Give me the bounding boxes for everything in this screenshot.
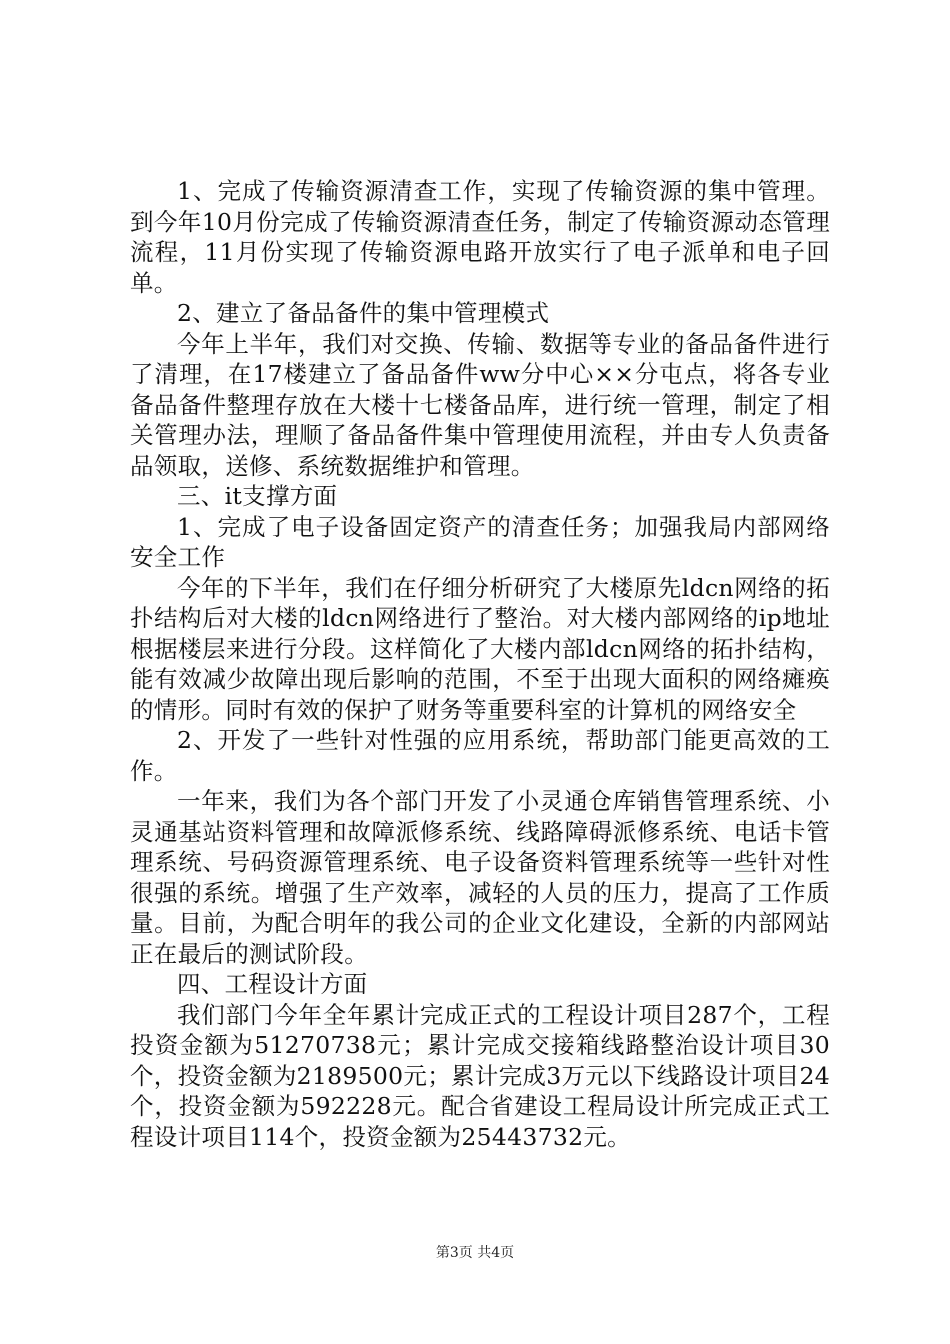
paragraph-spare-parts-heading: 2、建立了备品备件的集中管理模式 bbox=[177, 299, 550, 327]
paragraph-network-security-body: 今年的下半年，我们在仔细分析研究了大楼原先ldcn网络的拓扑结构后对大楼的ldcn网络进行了整治。对大楼内部网络的ip地址根据楼层来进行分段。这样简化了大楼内部ldcn网络的拓扑结构，能有效减少故障出现后影响的范围，不至于出现大面积的网络瘫痪的情形。同时有效的保护了财务等重要科室的计算机的网络安全 bbox=[130, 573, 830, 724]
paragraph-network-security-heading: 1、完成了电子设备固定资产的清查任务；加强我局内部网络安全工作 bbox=[130, 512, 830, 571]
paragraph-applications-heading: 2、开发了一些针对性强的应用系统，帮助部门能更高效的工作。 bbox=[130, 726, 830, 785]
paragraph-engineering-design-body: 我们部门今年全年累计完成正式的工程设计项目287个，工程投资金额为51270738元；累计完成交接箱线路整治设计项目30个，投资金额为2189500元；累计完成3万元以下线路设计项目24个，投资金额为592228元。配合省建设工程局设计所完成正式工程设计项目114个，投资金额为25443732元。 bbox=[130, 1000, 830, 1151]
section-heading-it-support: 三、it支撑方面 bbox=[177, 482, 338, 510]
document-body bbox=[130, 176, 830, 1152]
page-footer: 第3页 共4页 bbox=[435, 1245, 515, 1261]
section-heading-engineering-design: 四、工程设计方面 bbox=[177, 970, 368, 998]
paragraph-transmission-resources: 1、完成了传输资源清查工作，实现了传输资源的集中管理。到今年10月份完成了传输资源清查任务，制定了传输资源动态管理流程，11月份实现了传输资源电路开放实行了电子派单和电子回单。 bbox=[130, 177, 830, 297]
paragraph-applications-body: 一年来，我们为各个部门开发了小灵通仓库销售管理系统、小灵通基站资料管理和故障派修系统、线路障碍派修系统、电话卡管理系统、号码资源管理系统、电子设备资料管理系统等一些针对性很强的系统。增强了生产效率，减轻的人员的压力，提高了工作质量。目前，为配合明年的我公司的企业文化建设，全新的内部网站正在最后的测试阶段。 bbox=[130, 787, 830, 968]
paragraph-spare-parts-body: 今年上半年，我们对交换、传输、数据等专业的备品备件进行了清理，在17楼建立了备品备件ww分中心××分屯点，将各专业备品备件整理存放在大楼十七楼备品库，进行统一管理，制定了相关管理办法，理顺了备品备件集中管理使用流程，并由专人负责备品领取，送修、系统数据维护和管理。 bbox=[130, 329, 830, 480]
